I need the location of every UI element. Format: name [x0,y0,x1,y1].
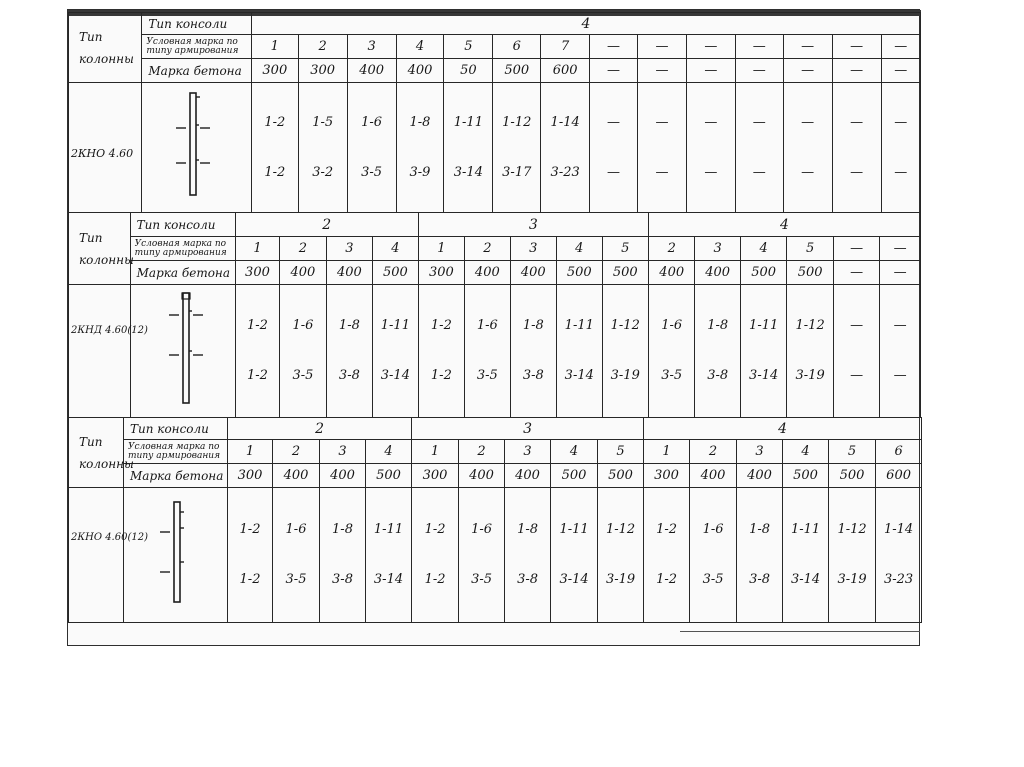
concrete-cell: 300 [412,464,459,488]
concrete-cell: 600 [876,464,922,488]
column-drawing-icon [124,488,228,623]
table-block-1 [68,12,921,213]
value-cell: 1-6 3-5 [273,488,320,623]
value-cell: 1-6 3-5 [347,83,396,213]
concrete-cell: 400 [737,464,783,488]
value-cell: — — [880,285,921,418]
column-name: 2КНД 4.60(12) [71,325,148,336]
concrete-cell: 400 [505,464,551,488]
concrete-grade-row [69,464,922,488]
mark-cell: 2 [298,35,347,59]
value-cell: 1-5 3-2 [298,83,347,213]
mark-cell: 1 [418,237,464,261]
console-group-2: 2 [228,418,412,440]
column-drawing-cell [142,83,252,213]
concrete-cell: 400 [690,464,737,488]
column-drawing-icon [131,285,235,418]
mark-cell: 3 [737,440,783,464]
concrete-cell: — [590,59,638,83]
console-type-label: Тип консоли [130,213,235,237]
concrete-cell: 400 [648,261,694,285]
console-type-label: Тип консоли [124,418,228,440]
concrete-cell: 300 [251,59,298,83]
concrete-cell: 500 [783,464,829,488]
mark-cell: 2 [648,237,694,261]
value-cell: 1-2 1-2 [228,488,273,623]
mark-cell: 3 [320,440,366,464]
console-group-4: 4 [644,418,922,440]
concrete-grade-label: Марка бетона [130,261,235,285]
concrete-cell: 500 [602,261,648,285]
console-type-label: Тип консоли [142,13,252,35]
value-cell: 1-2 1-2 [412,488,459,623]
value-cell: 1-2 1-2 [251,83,298,213]
column-type-label: Тип колонны [69,418,124,488]
value-cell: 1-8 3-8 [510,285,556,418]
value-cell: 1-8 3-8 [695,285,740,418]
value-cell: 1-12 3-19 [787,285,833,418]
value-cell: 1-12 3-19 [829,488,876,623]
value-cell: — — [590,83,638,213]
value-cell: — — [832,83,881,213]
console-group-3: 3 [418,213,648,237]
concrete-cell: 600 [541,59,590,83]
concrete-cell: 500 [598,464,644,488]
mark-cell: 5 [444,35,493,59]
value-cell: 1-11 3-14 [551,488,598,623]
value-cell: 1-12 3-19 [602,285,648,418]
mark-cell: 1 [644,440,690,464]
mark-cell: 4 [740,237,786,261]
console-group-2: 2 [235,213,418,237]
concrete-cell: 400 [326,261,372,285]
concrete-cell: 500 [740,261,786,285]
concrete-cell: — [833,261,879,285]
concrete-cell: 500 [373,261,419,285]
mark-cell: 2 [459,440,505,464]
mark-cell: — [832,35,881,59]
value-cell: 1-6 3-5 [648,285,694,418]
reinforcement-mark-label: Условная марка по типу армирования [130,237,235,261]
column-name-cell [69,83,142,213]
value-cell: 1-14 3-23 [541,83,590,213]
concrete-grade-label: Марка бетона [142,59,252,83]
mark-cell: — [881,35,920,59]
mark-cell: 1 [412,440,459,464]
scanned-table-sheet [67,9,920,646]
stamp-frame-line [680,631,920,632]
mark-cell: — [833,237,879,261]
column-name: 2КНО 4.60(12) [71,532,148,543]
mark-cell: 3 [695,237,740,261]
mark-cell: 2 [273,440,320,464]
column-drawing-cell [124,488,228,623]
mark-cell: 4 [373,237,419,261]
concrete-cell: — [637,59,686,83]
concrete-cell: 50 [444,59,493,83]
reinforcement-mark-label: Условная марка по типу армирования [142,35,252,59]
column-drawing-cell [130,285,235,418]
concrete-cell: 300 [298,59,347,83]
concrete-cell: — [735,59,783,83]
value-cell: 1-2 1-2 [235,285,279,418]
value-cell: 1-8 3-8 [737,488,783,623]
mark-cell: 2 [690,440,737,464]
mark-cell: 4 [551,440,598,464]
concrete-cell: 400 [273,464,320,488]
reinforcement-mark-row [69,35,921,59]
mark-cell: — [686,35,735,59]
console-group-3: 3 [412,418,644,440]
mark-cell: 3 [510,237,556,261]
concrete-cell: 500 [551,464,598,488]
mark-cell: 5 [787,237,833,261]
mark-cell: 6 [493,35,541,59]
concrete-cell: 400 [347,59,396,83]
value-cell: 1-11 3-14 [557,285,602,418]
value-cell: — — [881,83,920,213]
value-cell: 1-2 1-2 [644,488,690,623]
concrete-cell: — [686,59,735,83]
value-cell: 1-6 3-5 [459,488,505,623]
column-name-cell [69,488,148,623]
concrete-cell: 400 [320,464,366,488]
value-cell: 1-8 3-8 [326,285,372,418]
concrete-cell: — [880,261,921,285]
concrete-grade-row [69,59,921,83]
value-cell: 1-6 3-5 [280,285,326,418]
mark-cell: 1 [228,440,273,464]
values-row [69,285,921,418]
concrete-cell: — [783,59,832,83]
mark-cell: — [590,35,638,59]
concrete-cell: — [881,59,920,83]
value-cell: 1-11 3-14 [740,285,786,418]
concrete-cell: — [832,59,881,83]
column-name-cell [69,285,148,418]
value-cell: 1-6 3-5 [690,488,737,623]
value-cell: 1-8 3-8 [505,488,551,623]
value-cell: — — [735,83,783,213]
mark-cell: — [783,35,832,59]
concrete-cell: 400 [459,464,505,488]
reinforcement-mark-row [69,440,922,464]
value-cell: 1-2 1-2 [418,285,464,418]
mark-cell: 1 [251,35,298,59]
mark-cell: 2 [465,237,510,261]
column-type-label: Тип колонны [69,13,142,83]
value-cell: 1-11 3-14 [366,488,412,623]
mark-cell: 5 [598,440,644,464]
concrete-grade-row [69,261,921,285]
concrete-cell: 500 [557,261,602,285]
table-block-2 [68,212,921,418]
value-cell: 1-6 3-5 [465,285,510,418]
value-cell: — — [686,83,735,213]
value-cell: — — [833,285,879,418]
concrete-cell: 500 [787,261,833,285]
values-row [69,488,922,623]
value-cell: 1-14 3-23 [876,488,922,623]
mark-cell: 3 [326,237,372,261]
mark-cell: 4 [557,237,602,261]
value-cell: 1-12 3-19 [598,488,644,623]
concrete-cell: 500 [829,464,876,488]
mark-cell: 3 [505,440,551,464]
mark-cell: 7 [541,35,590,59]
mark-cell: 4 [396,35,444,59]
mark-cell: 1 [235,237,279,261]
column-drawing-icon [142,83,245,213]
concrete-cell: 300 [418,261,464,285]
concrete-cell: 300 [644,464,690,488]
column-name: 2КНО 4.60 [71,147,134,160]
mark-cell: 2 [280,237,326,261]
mark-cell: 5 [602,237,648,261]
mark-cell: 3 [347,35,396,59]
value-cell: 1-8 3-9 [396,83,444,213]
console-group-4: 4 [648,213,920,237]
mark-cell: — [735,35,783,59]
value-cell: 1-11 3-14 [783,488,829,623]
value-cell: 1-11 3-14 [444,83,493,213]
value-cell: 1-8 3-8 [320,488,366,623]
mark-cell: 4 [783,440,829,464]
mark-cell: 6 [876,440,922,464]
value-cell: — — [637,83,686,213]
reinforcement-mark-label: Условная марка по типу армирования [124,440,228,464]
concrete-cell: 400 [695,261,740,285]
column-type-label: Тип колонны [69,213,131,285]
values-row [69,83,921,213]
concrete-cell: 500 [366,464,412,488]
concrete-cell: 300 [235,261,279,285]
mark-cell: 5 [829,440,876,464]
reinforcement-mark-row [69,237,921,261]
concrete-grade-label: Марка бетона [124,464,228,488]
value-cell: — — [783,83,832,213]
concrete-cell: 400 [510,261,556,285]
console-group-4: 4 [251,13,920,35]
concrete-cell: 400 [396,59,444,83]
mark-cell: — [637,35,686,59]
concrete-cell: 400 [280,261,326,285]
concrete-cell: 400 [465,261,510,285]
concrete-cell: 300 [228,464,273,488]
value-cell: 1-11 3-14 [373,285,419,418]
concrete-cell: 500 [493,59,541,83]
value-cell: 1-12 3-17 [493,83,541,213]
mark-cell: 4 [366,440,412,464]
mark-cell: — [880,237,921,261]
table-block-3 [68,417,922,623]
